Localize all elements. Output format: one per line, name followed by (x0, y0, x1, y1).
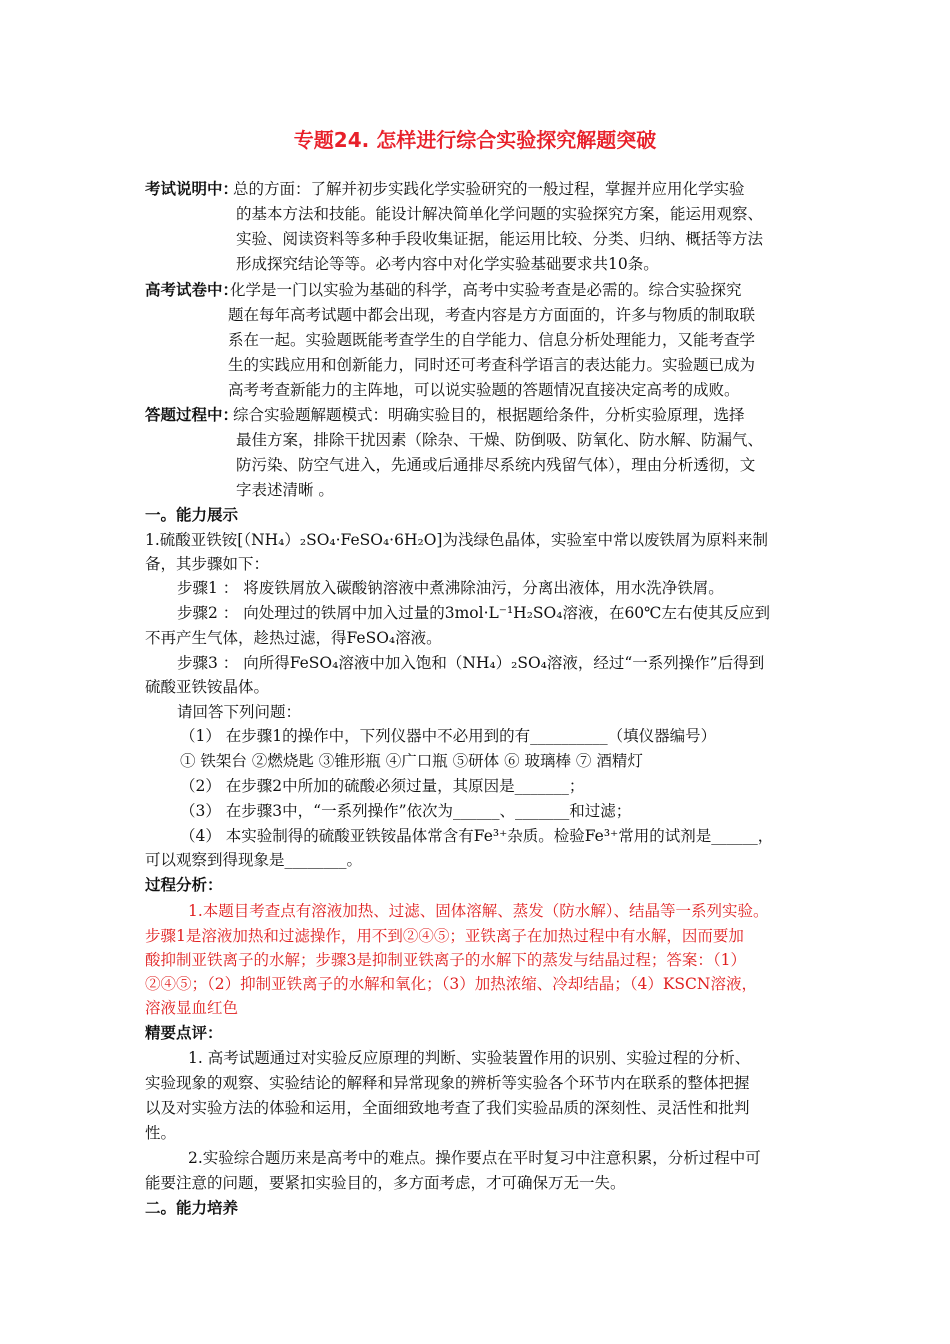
section-heading-2: 二。能力培养 (145, 1199, 239, 1217)
intro-text-line: 总的方面：了解并初步实践化学实验研究的一般过程，掌握并应用化学实验 (233, 180, 745, 198)
question-line: 备，其步骤如下： (145, 555, 270, 573)
review-line: 1. 高考试题通过对实验反应原理的判断、实验装置作用的识别、实验过程的分析、 (188, 1049, 751, 1067)
intro-text-line: 系在一起。实验题既能考查学生的自学能力、信息分析处理能力，又能考查学 (228, 331, 756, 349)
instrument-options: ① 铁架台 ②燃烧匙 ③锥形瓶 ④广口瓶 ⑤研体 ⑥ 玻璃棒 ⑦ 酒精灯 (180, 752, 643, 770)
review-heading: 精要点评： (145, 1024, 223, 1042)
analysis-line: 步骤1是溶液加热和过滤操作，用不到②④⑤；亚铁离子在加热过程中有水解，因而要加 (145, 927, 744, 945)
intro-text-line: 字表述清晰 。 (236, 481, 334, 499)
intro-label-answer: 答题过程中： (145, 406, 239, 424)
intro-label-paper: 高考试卷中： (145, 281, 239, 299)
review-line: 实验现象的观察、实验结论的解释和异常现象的辨析等实验各个环节内在联系的整体把握 (145, 1074, 750, 1092)
intro-text-line: 题在每年高考试题中都会出现，考查内容是方方面面的，许多与物质的制取联 (228, 306, 756, 324)
intro-text-line: 生的实践应用和创新能力，同时还可考查科学语言的表达能力。实验题已成为 (228, 356, 756, 374)
step-line: 步骤2 ： 向处理过的铁屑中加入过量的3mol·L⁻¹H₂SO₄溶液，在60℃左右使其反应到 (177, 604, 771, 622)
analysis-line: 1.本题目考查点有溶液加热、过滤、固体溶解、蒸发（防水解）、结晶等一系列实验。 (188, 902, 769, 920)
intro-text-line: 的基本方法和技能。能设计解决简单化学问题的实验探究方案，能运用观察、 (236, 205, 764, 223)
analysis-line: 酸抑制亚铁离子的水解；步骤3是抑制亚铁离子的水解下的蒸发与结晶过程；答案：（1） (145, 951, 746, 969)
review-line: 2.实验综合题历来是高考中的难点。操作要点在平时复习中注意积累，分析过程中可 (188, 1149, 761, 1167)
intro-text-line: 形成探究结论等等。必考内容中对化学实验基础要求共10条。 (236, 255, 659, 273)
intro-text-line: 高考考查新能力的主阵地，可以说实验题的答题情况直接决定高考的成败。 (228, 381, 740, 399)
step-line: 步骤3 ： 向所得FeSO₄溶液中加入饱和（NH₄）₂SO₄溶液，经过“一系列操作”后得到 (177, 654, 765, 672)
review-line: 性。 (145, 1124, 177, 1142)
step-line: 不再产生气体，趁热过滤，得FeSO₄溶液。 (145, 629, 442, 647)
question-prompt: 请回答下列问题： (177, 703, 302, 721)
intro-text-line: 综合实验题解题模式：明确实验目的，根据题给条件，分析实验原理，选择 (233, 406, 745, 424)
step-line: 步骤1 ： 将废铁屑放入碳酸钠溶液中煮沸除油污，分离出液体，用水洗净铁屑。 (177, 579, 724, 597)
page-title: 专题24. 怎样进行综合实验探究解题突破 (293, 128, 657, 152)
review-line: 以及对实验方法的体验和运用，全面细致地考查了我们实验品质的深刻性、灵活性和批判 (145, 1099, 750, 1117)
intro-text-line: 化学是一门以实验为基础的科学，高考中实验考查是必需的。综合实验探究 (230, 281, 742, 299)
sub-question-2: （2） 在步骤2中所加的硫酸必须过量，其原因是_______； (180, 777, 585, 795)
step-line: 硫酸亚铁铵晶体。 (145, 678, 270, 696)
sub-question-4-continued: 可以观察到得现象是________。 (145, 851, 363, 869)
sub-question-1: （1） 在步骤1的操作中，下列仪器中不必用到的有__________（填仪器编号） (180, 727, 717, 745)
analysis-heading: 过程分析： (145, 876, 223, 894)
intro-label-exam: 考试说明中： (145, 180, 239, 198)
review-line: 能要注意的问题，要紧扣实验目的，多方面考虑，才可确保万无一失。 (145, 1174, 626, 1192)
sub-question-4: （4） 本实验制得的硫酸亚铁铵晶体常含有Fe³⁺杂质。检验Fe³⁺常用的试剂是______， (180, 827, 774, 845)
intro-text-line: 最佳方案，排除干扰因素（除杂、干燥、防倒吸、防氧化、防水解、防漏气、 (236, 431, 764, 449)
sub-question-3: （3） 在步骤3中，“一系列操作”依次为______、_______和过滤； (180, 802, 632, 820)
intro-text-line: 实验、阅读资料等多种手段收集证据，能运用比较、分类、归纳、概括等方法 (236, 230, 764, 248)
analysis-line: ②④⑤；（2）抑制亚铁离子的水解和氧化；（3）加热浓缩、冷却结晶；（4）KSCN溶液， (145, 975, 757, 993)
section-heading-1: 一。能力展示 (145, 506, 239, 524)
intro-text-line: 防污染、防空气进入，先通或后通排尽系统内残留气体），理由分析透彻，文 (236, 456, 756, 474)
analysis-line: 溶液显血红色 (145, 999, 239, 1017)
question-line: 1.硫酸亚铁铵[（NH₄）₂SO₄·FeSO₄·6H₂O]为浅绿色晶体，实验室中常以废铁屑为原料来制 (145, 531, 768, 549)
